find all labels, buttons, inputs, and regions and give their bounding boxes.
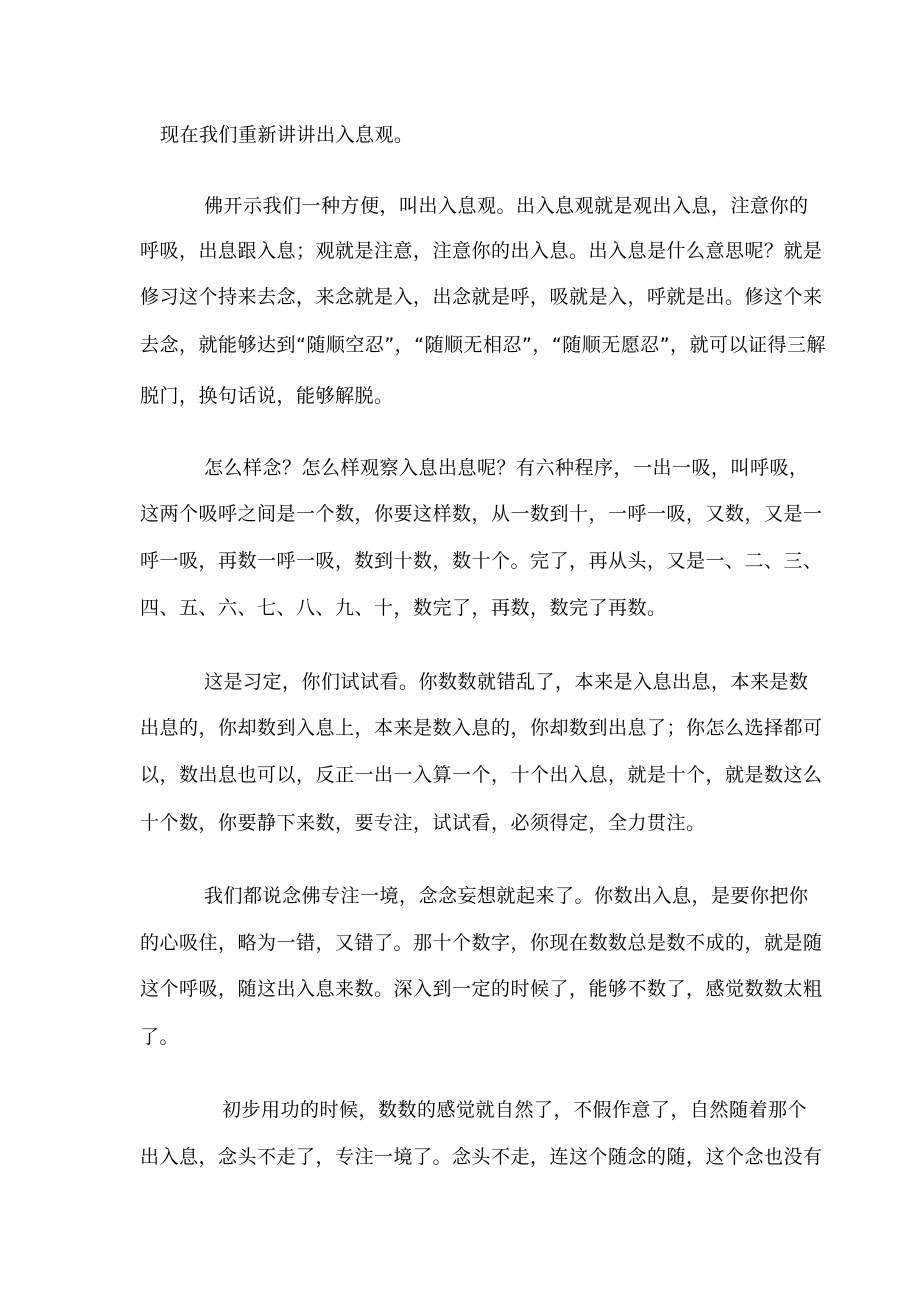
paragraph-3-line-4: 四、五、六、七、八、九、十，数完了，再数，数完了再数。 <box>140 597 667 619</box>
paragraph-2-line-1: 佛开示我们一种方便，叫出入息观。出入息观就是观出入息，注意你的 <box>204 195 809 217</box>
paragraph-3-line-1: 怎么样念？怎么样观察入息出息呢？有六种程序，一出一吸，叫呼吸， <box>204 457 809 479</box>
paragraph-5-line-2: 的心吸住，略为一错，又错了。那十个数字，你现在数数总是数不成的，就是随 <box>140 932 823 954</box>
paragraph-4-line-1: 这是习定，你们试试看。你数数就错乱了，本来是入息出息，本来是数 <box>204 671 809 693</box>
paragraph-1-line-1: 现在我们重新讲讲出入息观。 <box>160 124 414 146</box>
paragraph-5-line-4: 了。 <box>140 1026 180 1048</box>
paragraph-4-line-4: 十个数，你要静下来数，要专注，试试看，必须得定，全力贯注。 <box>140 812 706 834</box>
paragraph-2-line-4: 去念，就能够达到“随顺空忍”，“随顺无相忍”，“随顺无愿忍”，就可以证得三解 <box>140 334 827 356</box>
paragraph-6-line-2: 出入息，念头不走了，专注一境了。念头不走，连这个随念的随，这个念也没有 <box>140 1146 823 1168</box>
paragraph-4-line-2: 出息的，你却数到入息上，本来是数入息的，你却数到出息了；你怎么选择都可 <box>140 717 823 739</box>
paragraph-5-line-1: 我们都说念佛专注一境，念念妄想就起来了。你数出入息，是要你把你 <box>204 885 809 907</box>
paragraph-2-line-5: 脱门，换句话说，能够解脱。 <box>140 385 394 407</box>
paragraph-4-line-3: 以，数出息也可以，反正一出一入算一个，十个出入息，就是十个，就是数这么 <box>140 764 823 786</box>
paragraph-2-line-3: 修习这个持来去念，来念就是入，出念就是呼，吸就是入，呼就是出。修这个来 <box>140 286 823 308</box>
paragraph-2-line-2: 呼吸，出息跟入息；观就是注意，注意你的出入息。出入息是什么意思呢？就是 <box>140 240 823 262</box>
paragraph-5-line-3: 这个呼吸，随这出入息来数。深入到一定的时候了，能够不数了，感觉数数太粗 <box>140 978 823 1000</box>
paragraph-6-line-1: 初步用功的时候，数数的感觉就自然了，不假作意了，自然随着那个 <box>222 1099 808 1121</box>
paragraph-3-line-2: 这两个吸呼之间是一个数，你要这样数，从一数到十，一呼一吸，又数，又是一 <box>140 503 823 525</box>
paragraph-3-line-3: 呼一吸，再数一呼一吸，数到十数，数十个。完了，再从头，又是一、二、三、 <box>140 550 823 572</box>
